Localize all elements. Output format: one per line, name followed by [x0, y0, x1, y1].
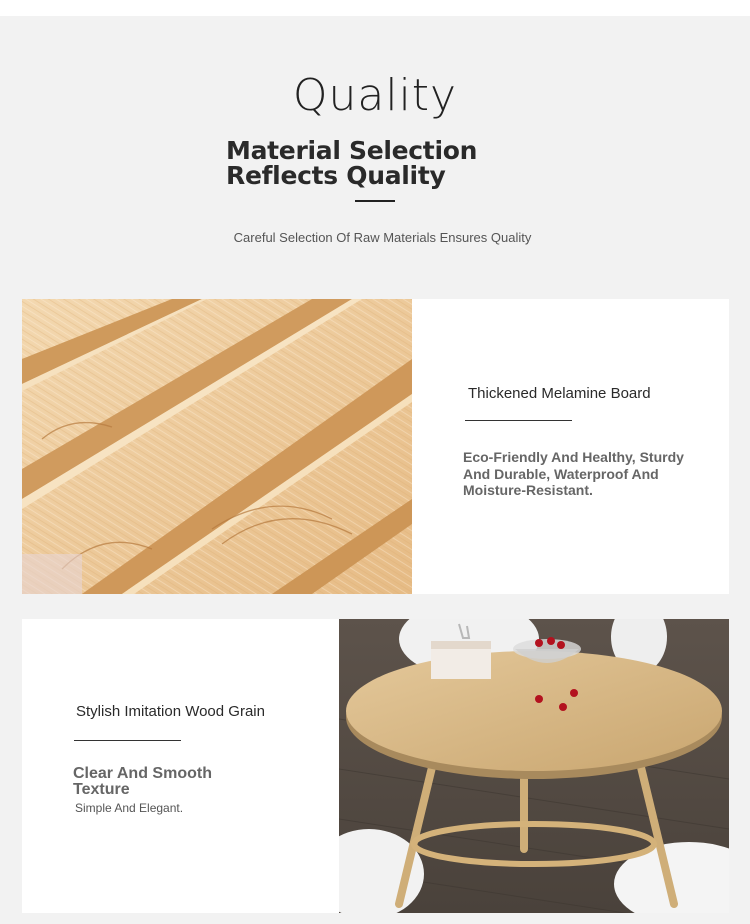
page-title: Material Selection Reflects Quality [226, 136, 478, 190]
feature-2-subdescription: Simple And Elegant. [75, 801, 184, 815]
page-subtitle: Careful Selection Of Raw Materials Ensures Quality [233, 230, 532, 245]
top-strip [0, 0, 750, 16]
feature-1-divider [465, 420, 572, 421]
feature-1-title: Thickened Melamine Board [468, 385, 651, 402]
feature-1-description: Eco-Friendly And Healthy, Sturdy And Durable, Waterproof And Moisture-Resistant. [463, 449, 684, 498]
wood-board-cross-section-icon [22, 299, 412, 594]
round-wooden-table-icon [339, 619, 729, 913]
feature-2-description: Clear And Smooth Texture [73, 765, 212, 798]
wood-board-photo [22, 299, 412, 594]
section-eyebrow: Quality [292, 70, 458, 121]
feature-2-divider [74, 740, 181, 741]
round-table-photo [339, 619, 729, 913]
title-divider [355, 200, 395, 202]
feature-panel-1 [412, 299, 729, 594]
feature-2-title: Stylish Imitation Wood Grain [76, 703, 265, 720]
